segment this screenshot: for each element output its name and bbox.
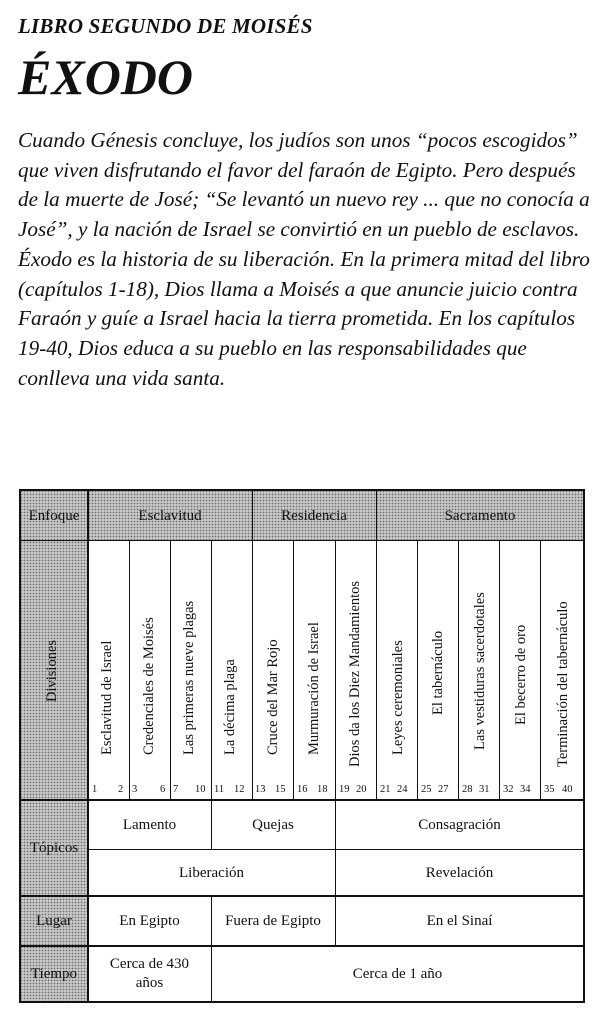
lugar-fuera-de-egipto: Fuera de Egipto	[225, 912, 321, 929]
division-label: Terminación del tabernáculo	[555, 601, 571, 767]
division-label: Leyes ceremoniales	[390, 640, 406, 755]
division-label: Las vestiduras sacerdotales	[472, 592, 488, 750]
division-label: Esclavitud de Israel	[99, 640, 115, 755]
book-subtitle: LIBRO SEGUNDO DE MOISÉS	[18, 14, 313, 38]
table-border-left	[19, 489, 21, 1003]
chapter-start: 7	[173, 784, 179, 795]
row-label-tiempo: Tiempo	[30, 965, 78, 982]
chapter-start: 3	[132, 784, 138, 795]
row-divider	[20, 540, 585, 541]
chapter-end: 34	[520, 784, 531, 795]
topico-lamento: Lamento	[122, 816, 177, 833]
column-divider	[458, 540, 459, 800]
chapter-start: 11	[214, 784, 225, 795]
row-label-lugar: Lugar	[36, 912, 72, 929]
chapter-end: 15	[275, 784, 286, 795]
table-border-bottom	[20, 1001, 585, 1003]
row-divider	[20, 945, 585, 947]
chapter-start: 35	[544, 784, 555, 795]
division-label: Credenciales de Moisés	[141, 617, 157, 755]
row-divider	[20, 895, 585, 897]
tiempo-430-anos: Cerca de 430 años	[109, 956, 190, 991]
topico-revelacion: Revelación	[425, 864, 494, 881]
chapter-start: 32	[503, 784, 514, 795]
column-divider	[211, 540, 212, 800]
chapter-end: 6	[160, 784, 166, 795]
division-label: Cruce del Mar Rojo	[265, 639, 281, 755]
column-divider	[376, 489, 377, 800]
row-divider	[88, 849, 585, 850]
column-divider	[129, 540, 130, 800]
chapter-start: 21	[380, 784, 391, 795]
chapter-end: 31	[479, 784, 490, 795]
intro-paragraph: Cuando Génesis concluye, los judíos son unos “pocos escogidos” que viven disfrutando el favor del faraón de Egipto. Pero después de la muerte de José; “Se levantó un nuevo rey ... que no conocía a José”, y la nación de Israel se convirtió en un pueblo de esclavos. Éxodo es la historia de su liberación. En la primera mitad del libro (capítulos 1-18), Dios llama a Moisés a que anuncie juicio contra Faraón y guíe a Israel hacia la tierra prometida. En los capítulos 19-40, Dios educa a su pueblo en las responsabilidades que conlleva una vida santa.	[18, 128, 590, 390]
table-border-right	[583, 489, 585, 1003]
chapter-end: 12	[234, 784, 245, 795]
tiempo-1-ano: Cerca de 1 año	[352, 965, 443, 982]
chapter-start: 13	[255, 784, 266, 795]
row-label-topicos: Tópicos	[29, 839, 79, 856]
chapter-end: 20	[356, 784, 367, 795]
division-label: Murmuración de Israel	[306, 622, 322, 755]
chapter-start: 19	[339, 784, 350, 795]
division-label: El tabernáculo	[430, 630, 446, 715]
enfoque-esclavitud: Esclavitud	[138, 507, 202, 524]
chapter-start: 16	[297, 784, 308, 795]
column-divider	[293, 540, 294, 800]
column-divider	[211, 896, 212, 1002]
column-divider	[540, 540, 541, 800]
column-divider	[499, 540, 500, 800]
lugar-en-egipto: En Egipto	[119, 912, 180, 929]
row-label-enfoque: Enfoque	[28, 507, 80, 524]
division-label: Dios da los Diez Mandamientos	[347, 580, 363, 767]
column-divider	[417, 540, 418, 800]
column-divider	[335, 800, 336, 946]
lugar-en-el-sinai: En el Sinaí	[426, 912, 493, 929]
topico-quejas: Quejas	[252, 816, 294, 833]
chapter-end: 24	[397, 784, 408, 795]
row-divider	[20, 799, 585, 801]
chapter-end: 40	[562, 784, 573, 795]
chapter-start: 1	[92, 784, 98, 795]
enfoque-sacramento: Sacramento	[444, 507, 516, 524]
label-column-divider	[87, 489, 89, 1003]
chapter-start: 25	[421, 784, 432, 795]
division-label: El becerro de oro	[513, 624, 529, 725]
column-divider	[252, 489, 253, 800]
enfoque-residencia: Residencia	[281, 507, 347, 524]
column-divider	[335, 540, 336, 800]
column-divider	[170, 540, 171, 800]
column-divider	[211, 800, 212, 850]
chapter-start: 28	[462, 784, 473, 795]
chapter-end: 27	[438, 784, 449, 795]
topico-consagracion: Consagración	[418, 816, 501, 833]
division-label: Las primeras nueve plagas	[181, 600, 197, 755]
chapter-end: 2	[118, 784, 124, 795]
topico-liberacion: Liberación	[179, 864, 244, 881]
division-label: La décima plaga	[222, 659, 238, 755]
chapter-end: 18	[317, 784, 328, 795]
row-label-divisiones: Divisiones	[44, 639, 60, 702]
table-border-top	[20, 489, 585, 491]
book-title: ÉXODO	[18, 49, 194, 105]
chapter-end: 10	[195, 784, 206, 795]
